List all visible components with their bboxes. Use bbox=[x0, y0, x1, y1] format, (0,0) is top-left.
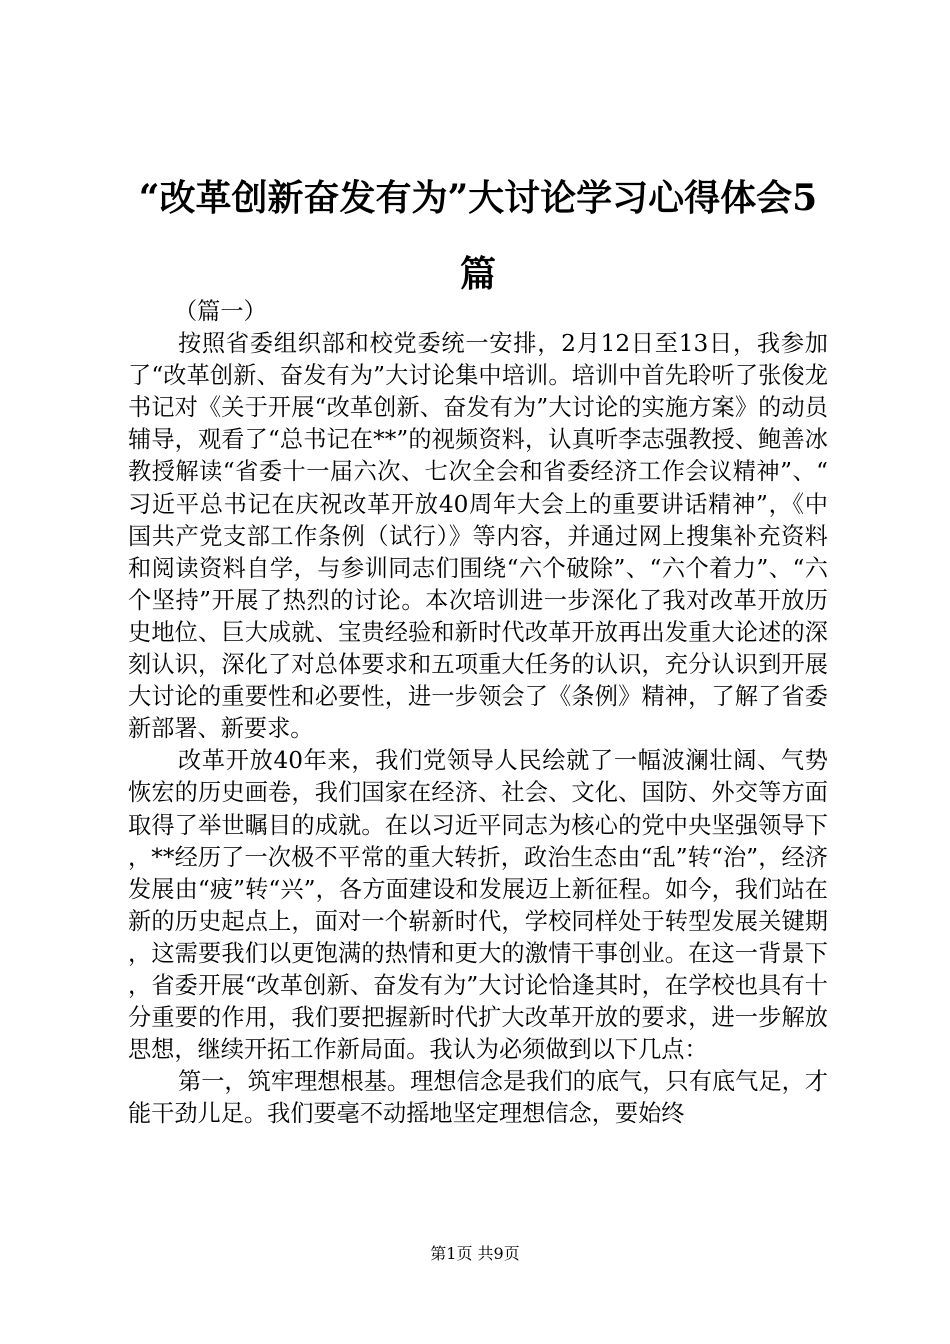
body-paragraph: 改革开放40年来，我们党领导人民绘就了一幅波澜壮阔、气势恢宏的历史画卷，我们国家在经济、社会、文化、国防、外交等方面取得了举世瞩目的成就。在以习近平同志为核心的党中央坚强领导下，**经历了一次极不平常的重大转折，政治生态由“乱”转“治”，经济发展由“疲”转“兴”，各方面建设和发展迈上新征程。如今，我们站在新的历史起点上，面对一个崭新时代，学校同样处于转型发展关键期，这需要我们以更饱满的热情和更大的激情干事创业。在这一背景下，省委开展“改革创新、奋发有为”大讨论恰逢其时，在学校也具有十分重要的作用，我们要把握新时代扩大改革开放的要求，进一步解放思想，继续开拓工作新局面。我认为必须做到以下几点： bbox=[128, 747, 828, 1064]
document-body bbox=[128, 296, 828, 1130]
body-paragraph: 第一，筑牢理想根基。理想信念是我们的底气，只有底气足，才能干劲儿足。我们要毫不动摇地坚定理想信念，要始终 bbox=[128, 1068, 828, 1128]
page-footer: 第1页 共9页 bbox=[430, 1244, 520, 1263]
body-paragraph: 按照省委组织部和校党委统一安排，2月12日至13日，我参加了“改革创新、奋发有为”大讨论集中培训。培训中首先聆听了张俊龙书记对《关于开展“改革创新、奋发有为”大讨论的实施方案》的动员辅导，观看了“总书记在**”的视频资料，认真听李志强教授、鲍善冰教授解读“省委十一届六次、七次全会和省委经济工作会议精神”、“习近平总书记在庆祝改革开放40周年大会上的重要讲话精神”，《中国共产党支部工作条例（试行）》等内容，并通过网上搜集补充资料和阅读资料自学，与参训同志们围绕“六个破除”、“六个着力”、“六个坚持”开展了热烈的讨论。本次培训进一步深化了我对改革开放历史地位、巨大成就、宝贵经验和新时代改革开放再出发重大论述的深刻认识，深化了对总体要求和五项重大任务的认识，充分认识到开展大讨论的重要性和必要性，进一步领会了《条例》精神，了解了省委新部署、新要求。 bbox=[128, 330, 828, 743]
section-label: （篇一） bbox=[174, 298, 267, 325]
document-title: “改革创新奋发有为”大讨论学习心得体会5篇 bbox=[138, 177, 818, 295]
